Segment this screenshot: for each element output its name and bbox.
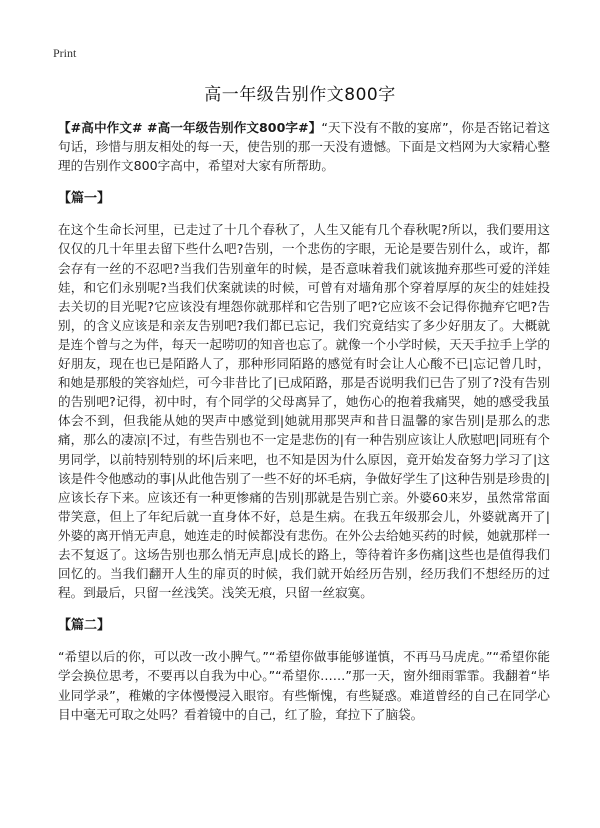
section-1-paragraph: 在这个生命长河里，已走过了十几个春秋了，人生又能有几个春秋呢?所以，我们要用这仅仅的几十年里去留下些什么吧?告别，一个悲伤的字眼，无论是要告别什么，或许，都会存有一丝的不忍吧?当我们告别童年的时候，是否意味着我们就该抛弃那些可爱的洋娃娃，和它们永别呢?当我们伏案就读的时候，可曾有对墙角那个穿着厚厚的灰尘的娃娃投去关切的目光呢?它应该没有埋怨你就那样和它告别了吧?它应该不会记得你抛弃它吧?告别，的含义应该是和亲友告别吧?我们都已忘记，我们究竟结实了多少好朋友了。大概就是连个曾与之为伴，每天一起唠叨的知音也忘了。就像一个小学时候，天天手拉手上学的好朋友，现在也已是陌路人了，那种形同陌路的感觉有时会让人心酸不已|忘记曾几时，和她是那般的笑容灿烂，可今非昔比了|已成陌路，那是否说明我们已告了别了?没有告别的告别吧?记得，初中时，有个同学的父母离异了，她伤心的抱着我痛哭，她的感受我虽体会不到，但我能从她的哭声中感觉到|她就用那哭声和昔日温馨的家告别|是那么的悲痛，那么的凄凉|不过，有些告别也不一定是悲伤的|有一种告别应该让人欣慰吧|同班有个男同学，以前特别特别的坏|后来吧，也不知是因为什么原因，竟开始发奋努力学习了|这该是件令他感动的事|从此他告别了一些不好的坏毛病，争做好学生了|这种告别是珍贵的|应该长存下来。应该还有一种更惨痛的告别|那就是告别亡亲。外婆60来岁，虽然常常面带笑意，但上了年纪后就一直身体不好，总是生病。在我五年级那会儿，外婆就离开了|外婆的离开悄无声息，她连走的时候都没有悲伤。在外公去给她买药的时候，她就那样一去不复返了。这场告别也那么悄无声息|成长的路上，等待着许多伤痛|这些也是值得我们回忆的。当我们翻开人生的扉页的时候，我们就开始经历告别，经历我们不想经历的过程。到最后，只留一丝浅笑。浅笑无痕，只留一丝寂寞。 bbox=[58, 222, 550, 601]
page-title: 高一年级告别作文800字 bbox=[204, 85, 396, 105]
intro-paragraph bbox=[58, 118, 550, 175]
print-link[interactable]: Print bbox=[53, 46, 77, 60]
intro-tags: 【#高中作文# #高一年级告别作文800字#】 bbox=[58, 120, 322, 135]
article-body bbox=[58, 118, 550, 734]
section-2-paragraph: “希望以后的你，可以改一改小脾气。”“希望你做事能够谨慎，不再马马虎虎。”“希望你能学会换位思考，不要再以自我为中心。”“希望你……”那一天，窗外细雨霏霏。我翻着“毕业同学录”，稚嫩的字体慢慢浸入眼帘。有些惭愧，有些疑惑。难道曾经的自己在同学心目中毫无可取之处吗？看着镜中的自己，红了脸，耷拉下了脑袋。 bbox=[58, 649, 550, 722]
section-heading-1: 【篇一】 bbox=[58, 191, 111, 207]
section-heading-2: 【篇二】 bbox=[58, 618, 111, 634]
intro-text: “天下没有不散的宴席”，你是否铭记着这句话，珍惜与朋友相处的每一天，使告别的那一天没有遗憾。下面是文档网为大家精心整理的告别作文800字高中，希望对大家有所帮助。 bbox=[58, 120, 550, 174]
